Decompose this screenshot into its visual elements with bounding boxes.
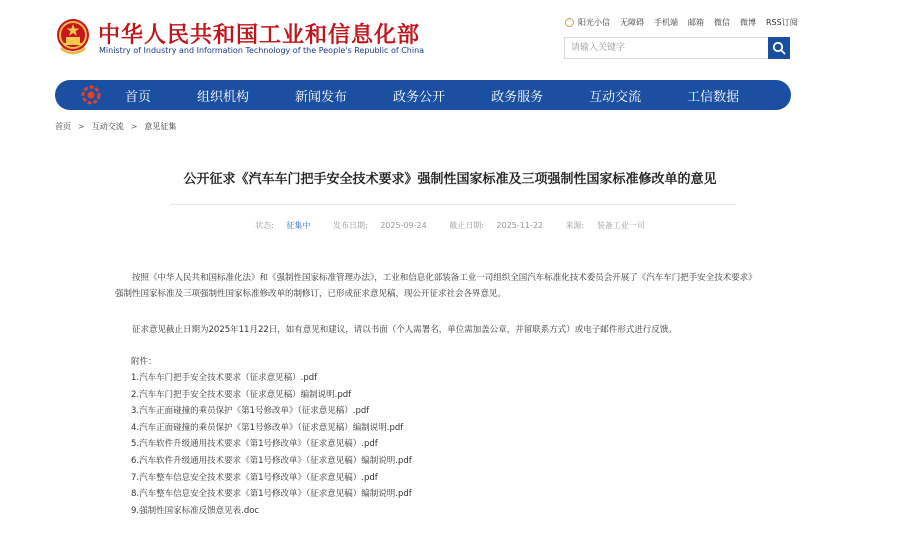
article-meta: [0, 220, 900, 231]
toplink-accessibility[interactable]: 无障碍: [620, 17, 644, 27]
source-field: [561, 221, 650, 230]
search-box: [564, 37, 790, 59]
breadcrumb-home[interactable]: 首页: [55, 122, 71, 131]
breadcrumb-separator: >: [78, 122, 85, 131]
deadline-field: [444, 221, 548, 230]
attachment-link[interactable]: 8.汽车整车信息安全技术要求《第1号修改单》（征求意见稿）编制说明.pdf: [131, 489, 412, 500]
source-value: 装备工业一司: [596, 221, 645, 230]
article-paragraph-deadline: 征求意见截止日期为2025年11月22日，如有意见和建议，请以书面（个人需署名，单位需加盖公章，并留联系方式）或电子邮件形式进行反馈。: [132, 325, 677, 335]
status-field: [250, 221, 315, 230]
site-header: [0, 0, 900, 78]
nav-items: [125, 80, 739, 110]
toplink-mail[interactable]: 邮箱: [688, 17, 704, 27]
nav-item-government-services[interactable]: 政务服务: [491, 89, 544, 105]
national-emblem-icon[interactable]: [55, 18, 91, 56]
source-label: 来源:: [565, 221, 585, 230]
attachments-label: 附件：: [131, 357, 157, 367]
nav-item-interaction[interactable]: 互动交流: [589, 89, 642, 105]
attachment-link[interactable]: 3.汽车正面碰撞的乘员保护《第1号修改单》（征求意见稿）.pdf: [131, 406, 370, 417]
site-subtitle-en: Ministry of Industry and Information Technology of the People's Republic of China: [99, 46, 425, 55]
publish-date-label: 发布日期:: [332, 221, 368, 230]
toplink-rss[interactable]: RSS订阅: [766, 17, 798, 27]
status-label: 状态:: [255, 221, 274, 230]
nav-item-government-affairs[interactable]: 政务公开: [393, 89, 446, 105]
attachment-link[interactable]: 2.汽车车门把手安全技术要求（征求意见稿）编制说明.pdf: [131, 389, 352, 400]
miit-logo-icon: [81, 85, 101, 105]
top-links: [565, 15, 808, 29]
toplink-wechat[interactable]: 微信: [714, 17, 730, 27]
deadline-label: 截止日期:: [449, 221, 484, 230]
main-nav: [55, 80, 791, 110]
site-title[interactable]: 中华人民共和国工业和信息化部: [98, 23, 421, 48]
breadcrumb-separator: >: [130, 122, 138, 131]
sun-icon: [565, 18, 574, 27]
nav-item-news[interactable]: 新闻发布: [295, 89, 348, 105]
breadcrumb-opinion-collection[interactable]: 意见征集: [144, 122, 177, 131]
attachments-list: [131, 354, 731, 519]
title-divider: [170, 204, 736, 205]
toplink-sunshine[interactable]: 阳光小信: [578, 17, 610, 27]
breadcrumb: [55, 121, 176, 132]
nav-item-data[interactable]: 工信数据: [687, 89, 740, 105]
attachment-link[interactable]: 9.强制性国家标准反馈意见表.doc: [131, 505, 260, 516]
article-paragraph-intro: 按照《中华人民共和国标准化法》和《强制性国家标准管理办法》，工业和信息化部装备工业一司组织全国汽车标准化技术委员会开展了《汽车车门把手安全技术要求》强制性国家标准及三项强制性国家标准修改单的制修订，已形成征求意见稿，现公开征求社会各界意见。: [115, 273, 753, 299]
nav-item-home[interactable]: 首页: [125, 89, 152, 105]
deadline-date: 2025-11-22: [496, 221, 544, 230]
breadcrumb-interaction[interactable]: 互动交流: [91, 122, 124, 131]
toplink-weibo[interactable]: 微博: [740, 17, 756, 27]
search-button[interactable]: [768, 37, 790, 59]
page-title: 公开征求《汽车车门把手安全技术要求》强制性国家标准及三项强制性国家标准修改单的意见: [183, 172, 717, 187]
attachment-link[interactable]: 4.汽车正面碰撞的乘员保护《第1号修改单》（征求意见稿）编制说明.pdf: [131, 422, 404, 433]
attachment-link[interactable]: 1.汽车车门把手安全技术要求（征求意见稿）.pdf: [131, 373, 318, 383]
search-icon: [772, 41, 786, 55]
status-badge: 征集中: [286, 221, 311, 230]
search-input[interactable]: [564, 37, 768, 59]
toplink-mobile[interactable]: 手机端: [654, 17, 678, 27]
publish-date: 2025-09-24: [380, 221, 427, 230]
attachment-link[interactable]: 5.汽车软件升级通用技术要求《第1号修改单》（征求意见稿）.pdf: [131, 439, 378, 450]
publish-date-field: [328, 221, 432, 230]
attachment-link[interactable]: 7.汽车整车信息安全技术要求《第1号修改单》（征求意见稿）.pdf: [131, 472, 378, 483]
nav-item-organization[interactable]: 组织机构: [197, 89, 250, 105]
attachment-link[interactable]: 6.汽车软件升级通用技术要求《第1号修改单》（征求意见稿）编制说明.pdf: [131, 455, 412, 466]
